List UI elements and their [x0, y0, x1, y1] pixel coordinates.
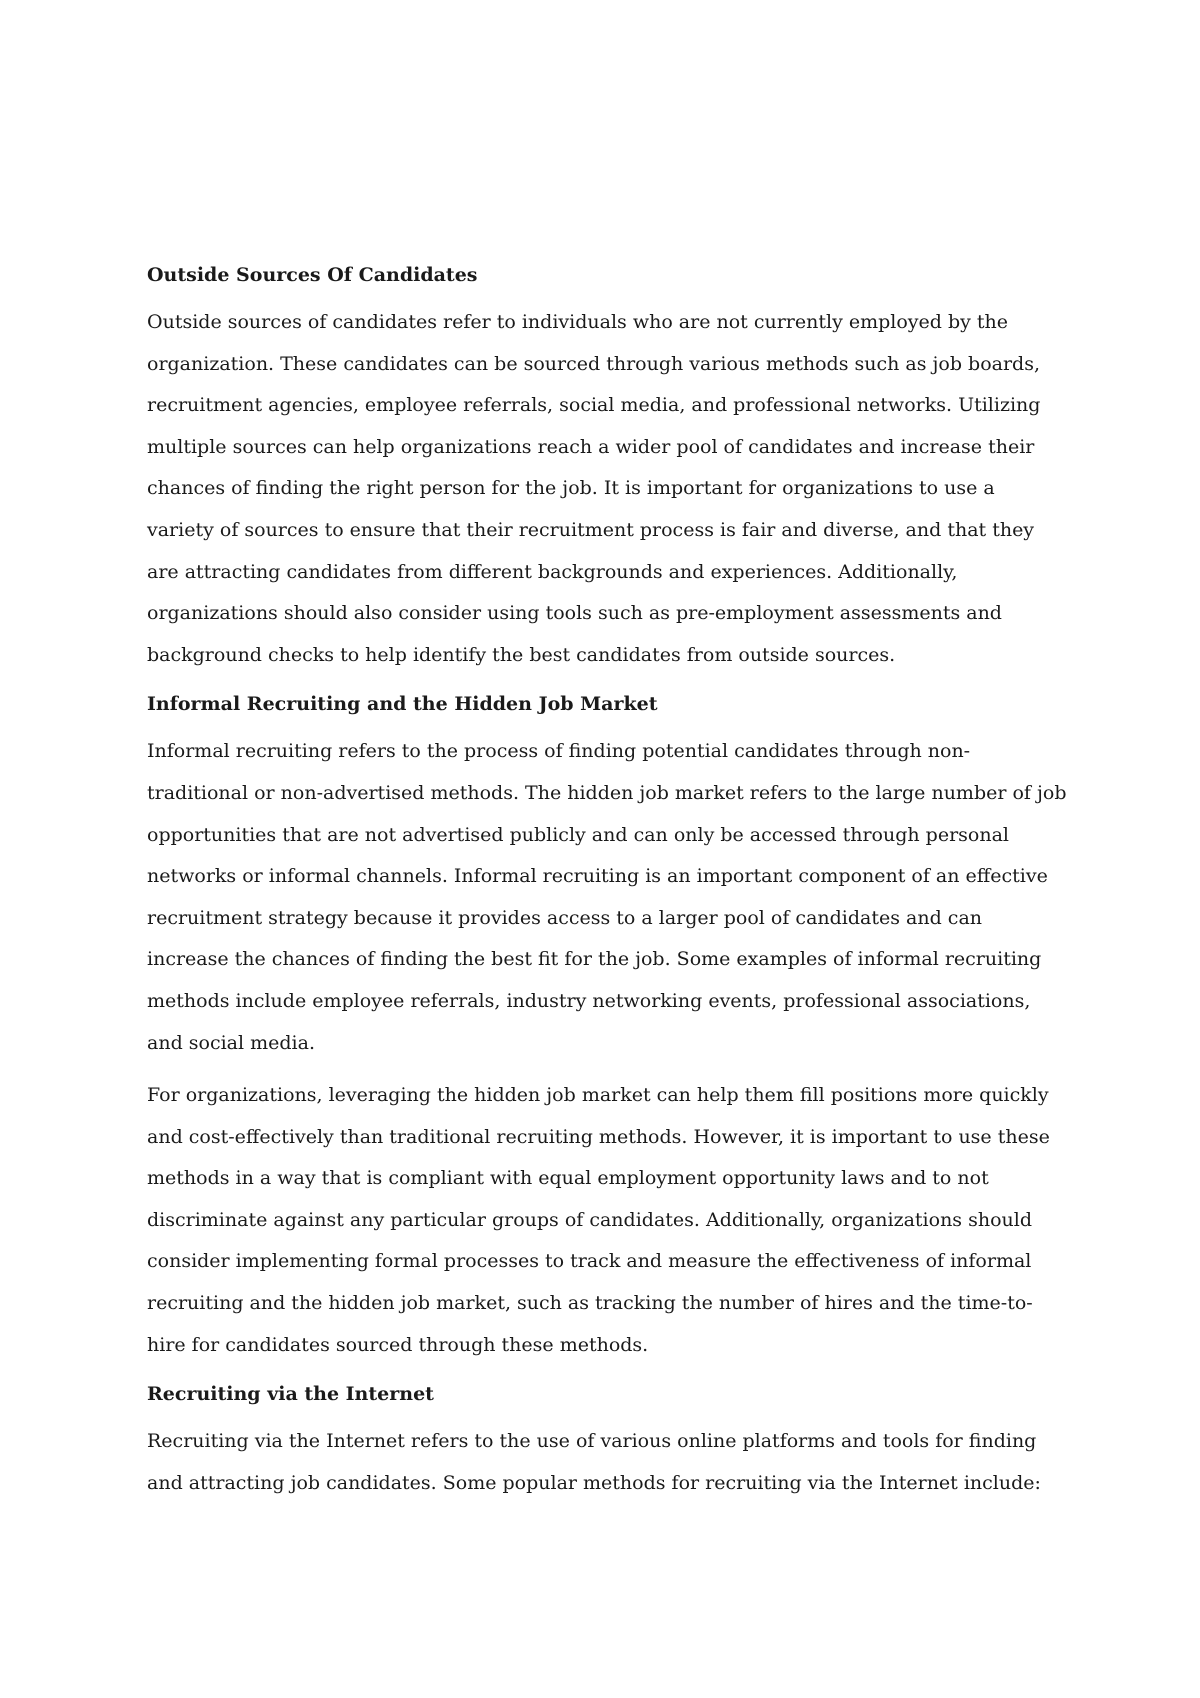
paragraph: Outside sources of candidates refer to individuals who are not currently employed by the organization. These candidates can be sourced through various methods such as job boards, recruitment agencies, employee referrals, social media, and professional networks. Utilizing multiple sources can help organizations reach a wider pool of candidates and increase their chances of finding the right person for the job. It is important for organizations to use a variety of sources to ensure that their recruitment process is fair and diverse, and that they are attracting candidates from different backgrounds and experiences. Additionally, organizations should also consider using tools such as pre-employment assessments and background checks to help identify the best candidates from outside sources.: [147, 311, 1041, 666]
section-heading-recruiting-internet: Recruiting via the Internet: [147, 1383, 434, 1406]
paragraph: Recruiting via the Internet refers to the use of various online platforms and tools for finding and attracting job candidates. Some popular methods for recruiting via the Internet include:: [147, 1430, 1041, 1494]
paragraph: Informal recruiting refers to the process of finding potential candidates through non-traditional or non-advertised methods. The hidden job market refers to the large number of job opportunities that are not advertised publicly and can only be accessed through personal networks or informal channels. Informal recruiting is an important component of an effective recruitment strategy because it provides access to a larger pool of candidates and can increase the chances of finding the best fit for the job. Some examples of informal recruiting methods include employee referrals, industry networking events, professional associations, and social media.: [147, 740, 1067, 1054]
section-heading-outside-sources: Outside Sources Of Candidates: [147, 264, 478, 286]
paragraph: For organizations, leveraging the hidden job market can help them fill positions more quickly and cost-effectively than traditional recruiting methods. However, it is important to use these methods in a way that is compliant with equal employment opportunity laws and to not discriminate against any particular groups of candidates. Additionally, organizations should consider implementing formal processes to track and measure the effectiveness of informal recruiting and the hidden job market, such as tracking the number of hires and the time-to-hire for candidates sourced through these methods.: [147, 1084, 1050, 1356]
section-heading-informal-recruiting: Informal Recruiting and the Hidden Job Market: [147, 693, 658, 716]
document-page: [147, 258, 1067, 1515]
